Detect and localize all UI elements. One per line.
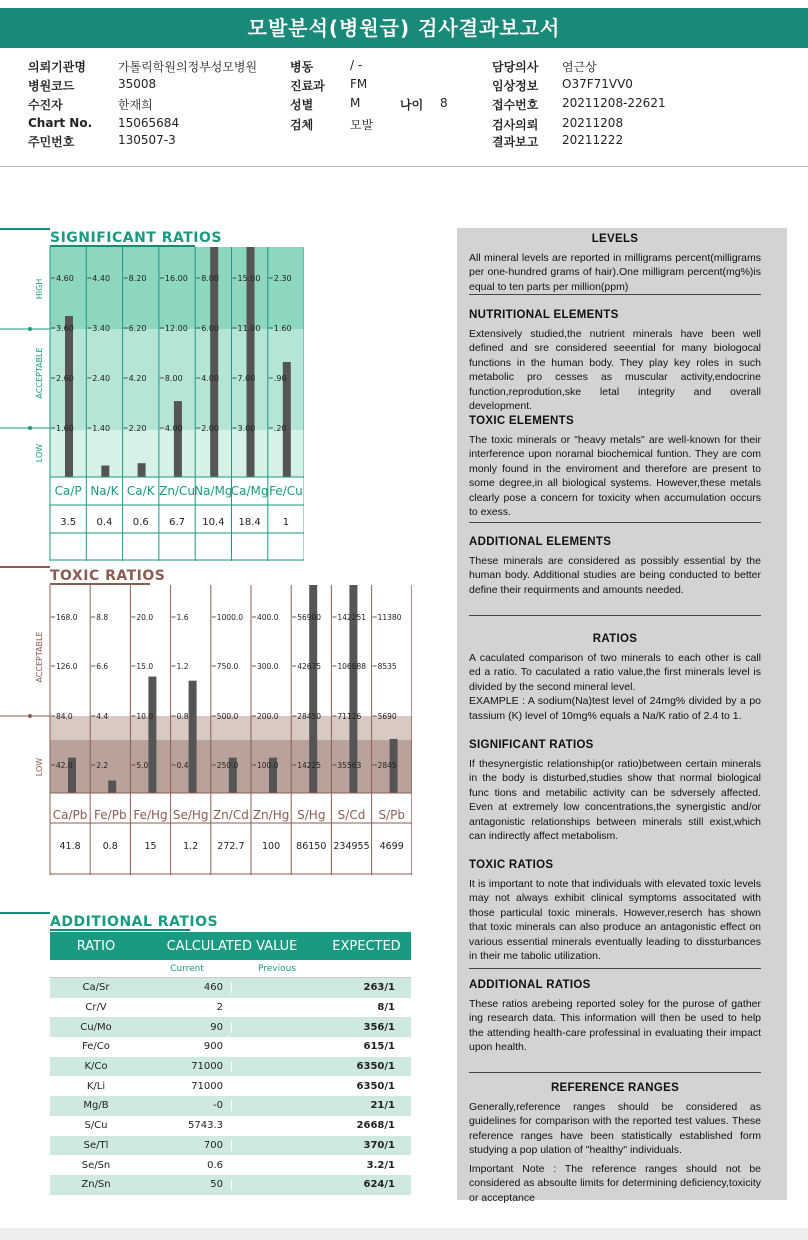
add-left-rule	[0, 912, 50, 914]
cell-current: 90	[142, 1022, 232, 1033]
ratios-section	[469, 632, 761, 723]
toxic-ratios-heading: TOXIC RATIOS	[469, 859, 554, 871]
nutritional-section	[469, 308, 761, 414]
tick-label: 2845	[377, 761, 397, 770]
cell-expected: 21/1	[370, 1100, 395, 1112]
table-row	[50, 998, 411, 1018]
cell-ratio: Se/Sn	[81, 1159, 111, 1171]
cell-current: 2	[142, 1002, 232, 1013]
tick-label: 42.0	[56, 761, 73, 770]
info-value: 가톨릭학원의정부성모병원	[118, 60, 258, 74]
tox-left-rule	[0, 566, 50, 568]
table-row	[50, 1096, 411, 1116]
tick-label: 2.00	[201, 424, 220, 433]
info-value: 130507-3	[118, 133, 176, 147]
divider	[469, 968, 761, 969]
tick-label: 8.8	[96, 613, 109, 622]
tick-label: 12.00	[164, 324, 188, 333]
bar-ca-p	[65, 316, 73, 477]
table-row	[50, 978, 411, 998]
tick-label: 0.8	[176, 712, 189, 721]
expected-header: EXPECTED	[332, 938, 401, 954]
calculated-header: CALCULATED VALUE	[166, 938, 298, 954]
reference-note: Important Note : The reference ranges should not be considered as absoulte limits for determining deficiency,toxicity or acceptance	[469, 1162, 761, 1204]
info-label: 진료과	[290, 79, 325, 93]
bar-na-k	[101, 466, 109, 478]
additional-ratios-section	[469, 978, 761, 1055]
tick-label: 20.0	[136, 613, 154, 622]
sig-left-rule	[0, 228, 50, 230]
subheader-row	[50, 960, 411, 978]
column-label: Fe/Cu	[269, 484, 303, 498]
bar-se-hg	[189, 681, 197, 793]
table-row	[50, 1116, 411, 1136]
significant-ratios-title: SIGNIFICANT RATIOS	[50, 230, 223, 246]
column-label: Zn/Hg	[252, 808, 290, 822]
tick-label: 4.00	[164, 424, 183, 433]
cell-ratio: K/Co	[84, 1061, 108, 1073]
cell-ratio: Mg/B	[83, 1100, 109, 1112]
cell-expected: 6350/1	[356, 1080, 395, 1092]
column-value: 86150	[296, 841, 327, 852]
additional-text: These minerals are considered as possibly essential by the human body. Additional studies are being conducted to better define their requirments and amounts needed.	[469, 554, 761, 596]
info-value: FM	[350, 77, 368, 91]
toxic-elements-section	[469, 414, 761, 520]
table-row	[50, 1136, 411, 1156]
column-label: Fe/Hg	[133, 808, 168, 822]
levels-section	[469, 232, 761, 294]
zone-label: LOW	[35, 757, 44, 777]
tick-label: 2.60	[56, 374, 74, 383]
tick-label: 2.20	[128, 424, 147, 433]
cell-ratio: Se/Tl	[83, 1139, 109, 1151]
cell-ratio: K/Li	[86, 1080, 106, 1092]
divider	[469, 294, 761, 295]
info-label: 의뢰기관명	[28, 60, 86, 74]
tick-label: 4.40	[92, 274, 111, 283]
tick-label: 1.6	[176, 613, 189, 622]
tick-label: 15.0	[136, 662, 154, 671]
tick-label: 4.00	[201, 374, 220, 383]
significant-text: If thesynergistic relationship(or ratio)between certain minerals in the body is disturbed,studies show that normal biological func tions and metabilic activity can be sdversely affected. Even at extremely low concentrations,the synergistic and/or antagonistic relationships between minerals still exist,which can indirectly affect metabolism.	[469, 757, 761, 842]
table-row	[50, 1175, 411, 1195]
toxic-ratios-section	[469, 858, 761, 964]
info-value: 염근상	[562, 60, 597, 74]
column-label: Ca/Mg	[230, 484, 269, 498]
previous-header: Previous	[257, 963, 297, 974]
cell-ratio: S/Cu	[84, 1120, 108, 1132]
tick-label: 1.2	[176, 662, 189, 671]
tick-label: 3.60	[56, 324, 74, 333]
additional-ratios-table	[50, 932, 411, 1195]
column-value: 3.5	[60, 517, 77, 528]
zone-label: HIGH	[35, 278, 44, 300]
column-label: Fe/Pb	[94, 808, 127, 822]
tick-label: 106688	[337, 662, 367, 671]
info-value: 35008	[118, 77, 157, 91]
table-row	[50, 1076, 411, 1096]
cell-ratio: Cu/Mo	[80, 1021, 112, 1033]
cell-expected: 2668/1	[356, 1120, 395, 1132]
tick-label: 10.0	[136, 712, 154, 721]
info-label: 병원코드	[28, 79, 75, 93]
tick-label: 4.20	[128, 374, 147, 383]
column-value: 272.7	[217, 841, 245, 852]
cell-ratio: Zn/Sn	[81, 1179, 111, 1191]
tick-label: 2.30	[273, 274, 292, 283]
info-value: / -	[350, 58, 363, 72]
toxic-ratios-text: It is important to note that individuals with elevated toxic levels may not always exhibit clinical symptoms associtated with those particulal toxic minerals. However,reserch has shown that toxic minerals can also produce an antagonistic effect on various essential minerals eventually leading to dissturbances in their me tabolic utilization.	[469, 877, 761, 962]
nutritional-heading: NUTRITIONAL ELEMENTS	[469, 309, 619, 321]
cell-expected: 356/1	[363, 1021, 395, 1033]
column-value: 0.6	[132, 517, 149, 528]
column-value: 10.4	[202, 517, 225, 528]
tick-label: 8.20	[128, 274, 147, 283]
info-value: 20211208	[562, 116, 624, 130]
reference-section	[469, 1081, 761, 1205]
info-value: O37F71VV0	[562, 77, 633, 91]
cell-expected: 8/1	[377, 1002, 395, 1014]
tick-label: 84.0	[56, 712, 73, 721]
column-label: Na/Mg	[194, 484, 233, 498]
tick-label: 56900	[297, 613, 322, 622]
toxic-heading: TOXIC ELEMENTS	[469, 415, 574, 427]
column-label: S/Pb	[378, 808, 405, 822]
tick-label: 11.00	[237, 324, 261, 333]
additional-ratios-title: ADDITIONAL RATIOS	[50, 914, 219, 930]
cell-expected: 615/1	[363, 1041, 395, 1053]
tick-label: 28450	[297, 712, 322, 721]
tick-label: 11380	[377, 613, 402, 622]
info-divider	[0, 166, 808, 167]
tick-label: 8535	[377, 662, 397, 671]
tick-label: 7.00	[237, 374, 256, 383]
levels-heading: LEVELS	[591, 233, 639, 245]
tick-label: 4.4	[96, 712, 109, 721]
toxic-ratios-title: TOXIC RATIOS	[50, 568, 166, 584]
additional-elements-section	[469, 535, 761, 597]
current-header: Current	[170, 963, 204, 974]
ratios-text: A caculated comparison of two minerals to each other is call ed a ratio. To caculated a ratio value,the first minerals level is divided by the second mineral level.	[469, 651, 761, 693]
bar-zn-cu	[174, 401, 182, 477]
tick-label: 14225	[297, 761, 322, 770]
table-body	[50, 978, 411, 1195]
tick-label: .90	[273, 374, 287, 383]
info-label: 병동	[290, 60, 314, 74]
column-value: 1.2	[183, 841, 199, 852]
toxic-ratios-chart	[0, 585, 412, 875]
info-value: 모발	[350, 118, 374, 132]
info-label: 주민번호	[28, 135, 75, 149]
tick-label: 8.00	[201, 274, 220, 283]
significant-ratios-section	[469, 738, 761, 844]
tick-label: 1.40	[92, 424, 111, 433]
tick-label: 2.40	[92, 374, 111, 383]
info-label: 담당의사	[492, 60, 539, 74]
tick-label: 100.0	[257, 761, 279, 770]
tick-label: 5690	[377, 712, 397, 721]
column-label: Ca/K	[126, 484, 155, 498]
column-label: Zn/Cu	[159, 484, 195, 498]
cell-expected: 370/1	[363, 1139, 395, 1151]
column-label: Ca/P	[54, 484, 82, 498]
column-value: 41.8	[59, 841, 81, 852]
ratios-heading: RATIOS	[592, 633, 638, 645]
tick-label: 4.60	[56, 274, 74, 283]
high-zone	[50, 247, 304, 329]
info-value: 20211208-22621	[562, 96, 666, 110]
cell-current: -0	[142, 1100, 232, 1111]
cell-current: 5743.3	[142, 1120, 232, 1131]
tick-label: 15.00	[237, 274, 261, 283]
zone-label: ACCEPTABLE	[35, 631, 44, 683]
reference-heading: REFERENCE RANGES	[550, 1082, 680, 1094]
info-label: 수진자	[28, 98, 63, 112]
additional-heading: ADDITIONAL ELEMENTS	[469, 536, 612, 548]
cell-current: 71000	[142, 1081, 232, 1092]
significant-ratios-chart	[0, 247, 304, 561]
tick-label: 6.6	[96, 662, 109, 671]
table-row	[50, 1017, 411, 1037]
cell-expected: 6350/1	[356, 1061, 395, 1073]
tick-label: 6.20	[128, 324, 147, 333]
bar-fe-hg	[148, 677, 156, 793]
info-label: Chart No.	[28, 116, 93, 130]
table-row	[50, 1057, 411, 1077]
cell-expected: 624/1	[363, 1179, 395, 1191]
footer-bar	[0, 1228, 808, 1240]
column-value: 18.4	[238, 517, 261, 528]
bar-ca-k	[138, 463, 146, 477]
column-value: 6.7	[169, 517, 186, 528]
tick-label: 8.00	[164, 374, 183, 383]
column-value: 0.4	[96, 517, 113, 528]
cell-expected: 3.2/1	[366, 1159, 395, 1171]
age-value: 8	[440, 96, 448, 110]
info-label: 성별	[290, 98, 314, 112]
reference-text: Generally,reference ranges should be considered as guidelines for comparison with the reported test values. These reference ranges have been statistically established form studying a pop ulation of "healthy" individuals.	[469, 1100, 761, 1156]
tick-label: 16.00	[164, 274, 188, 283]
table-row	[50, 1155, 411, 1175]
cell-expected: 263/1	[363, 982, 395, 994]
column-value: 4699	[379, 841, 404, 852]
tick-label: 400.0	[257, 613, 279, 622]
significant-chart-svg	[0, 247, 304, 561]
cell-current: 50	[142, 1179, 232, 1190]
tick-label: 750.0	[216, 662, 239, 671]
tick-label: 2.2	[96, 761, 109, 770]
nutritional-text: Extensively studied,the nutrient minerals have been well defined and sre considered seeential for many biologocal functions in the human body. They play key roles in such metabolic pro cesses as muscular activity,endocrine function,reprodution,ske letal integrity and overall development.	[469, 327, 761, 412]
cell-current: 700	[142, 1140, 232, 1151]
column-value: 1	[282, 517, 290, 528]
ratio-header: RATIO	[76, 938, 116, 954]
info-label: 임상정보	[492, 79, 539, 93]
table-row	[50, 1037, 411, 1057]
cell-ratio: Ca/Sr	[82, 982, 110, 994]
ratios-example: EXAMPLE : A sodium(Na)test level of 24mg% divided by a po tassium (K) level of 10mg% equals a Na/K ratio of 2.4 to 1.	[469, 695, 761, 722]
column-label: S/Hg	[297, 808, 326, 822]
info-label: 접수번호	[492, 98, 539, 112]
zone-label: ACCEPTABLE	[35, 347, 44, 399]
tick-label: 3.40	[92, 324, 111, 333]
tick-label: 126.0	[56, 662, 78, 671]
cell-current: 460	[142, 982, 232, 993]
age-label: 나이	[400, 98, 424, 112]
divider	[469, 615, 761, 616]
info-value: 15065684	[118, 116, 180, 130]
info-value: 20211222	[562, 133, 624, 147]
tick-label: 5.0	[136, 761, 149, 770]
tick-label: 71126	[337, 712, 362, 721]
levels-text: All mineral levels are reported in milligrams percent(milligrams per one-hundred grams of hair).One milligram percent(mg%)is equal to ten parts per million(ppm)	[469, 251, 761, 293]
cell-current: 900	[142, 1041, 232, 1052]
tick-label: 1.60	[273, 324, 292, 333]
info-value: M	[350, 96, 361, 110]
report-title: 모발분석(병원급) 검사결과보고서	[0, 8, 808, 48]
tick-label: 6.00	[201, 324, 220, 333]
info-label: 결과보고	[492, 135, 539, 149]
cell-ratio: Fe/Co	[82, 1041, 110, 1053]
column-label: Na/K	[90, 484, 119, 498]
divider	[469, 522, 761, 523]
cell-current: 0.6	[142, 1160, 232, 1171]
tick-label: 0.4	[176, 761, 189, 770]
bar-fe-pb	[108, 781, 116, 793]
additional-ratios-heading: ADDITIONAL RATIOS	[469, 979, 591, 991]
column-label: Zn/Cd	[212, 808, 249, 822]
tick-label: 168.0	[56, 613, 78, 622]
column-label: S/Cd	[337, 808, 366, 822]
column-label: Se/Hg	[172, 808, 209, 822]
toxic-text: The toxic minerals or "heavy metals" are well-known for their interference upon noramal biochemical funtion. They are com monly found in the enviroment and therefore are present to some degree,in all biological systems. However,these metals clearly pose a concern for toxicity when accumulation occurs to exess.	[469, 433, 761, 518]
column-value: 100	[262, 841, 281, 852]
tick-label: 500.0	[216, 712, 239, 721]
info-label: 검체	[290, 118, 314, 132]
tick-label: 142251	[337, 613, 367, 622]
column-value: 234955	[333, 841, 370, 852]
tick-label: .20	[273, 424, 287, 433]
tick-label: 3.00	[237, 424, 256, 433]
tick-label: 1.60	[56, 424, 74, 433]
significant-heading: SIGNIFICANT RATIOS	[469, 739, 594, 751]
tick-label: 35563	[337, 761, 362, 770]
cell-ratio: Cr/V	[85, 1002, 107, 1014]
toxic-chart-svg	[0, 585, 412, 875]
additional-ratios-text: These ratios arebeing reported soley for the purose of gather ing research data. This information will then be used to help the attending health-care professinal in evaluating their impact upon health.	[469, 997, 761, 1053]
cell-current: 71000	[142, 1061, 232, 1072]
info-label: 검사의뢰	[492, 118, 539, 132]
zone-label: LOW	[35, 443, 44, 463]
tick-label: 1000.0	[216, 613, 244, 622]
explanation-panel	[457, 228, 787, 1204]
tick-label: 42675	[297, 662, 322, 671]
column-value: 15	[144, 841, 157, 852]
info-value: 한재희	[118, 98, 153, 112]
divider	[469, 1072, 761, 1073]
tick-label: 250.0	[216, 761, 239, 770]
column-label: Ca/Pb	[52, 808, 88, 822]
tick-label: 200.0	[257, 712, 279, 721]
table-header	[50, 932, 411, 960]
column-value: 0.8	[102, 841, 118, 852]
tick-label: 300.0	[257, 662, 279, 671]
acceptable-zone	[50, 585, 412, 716]
